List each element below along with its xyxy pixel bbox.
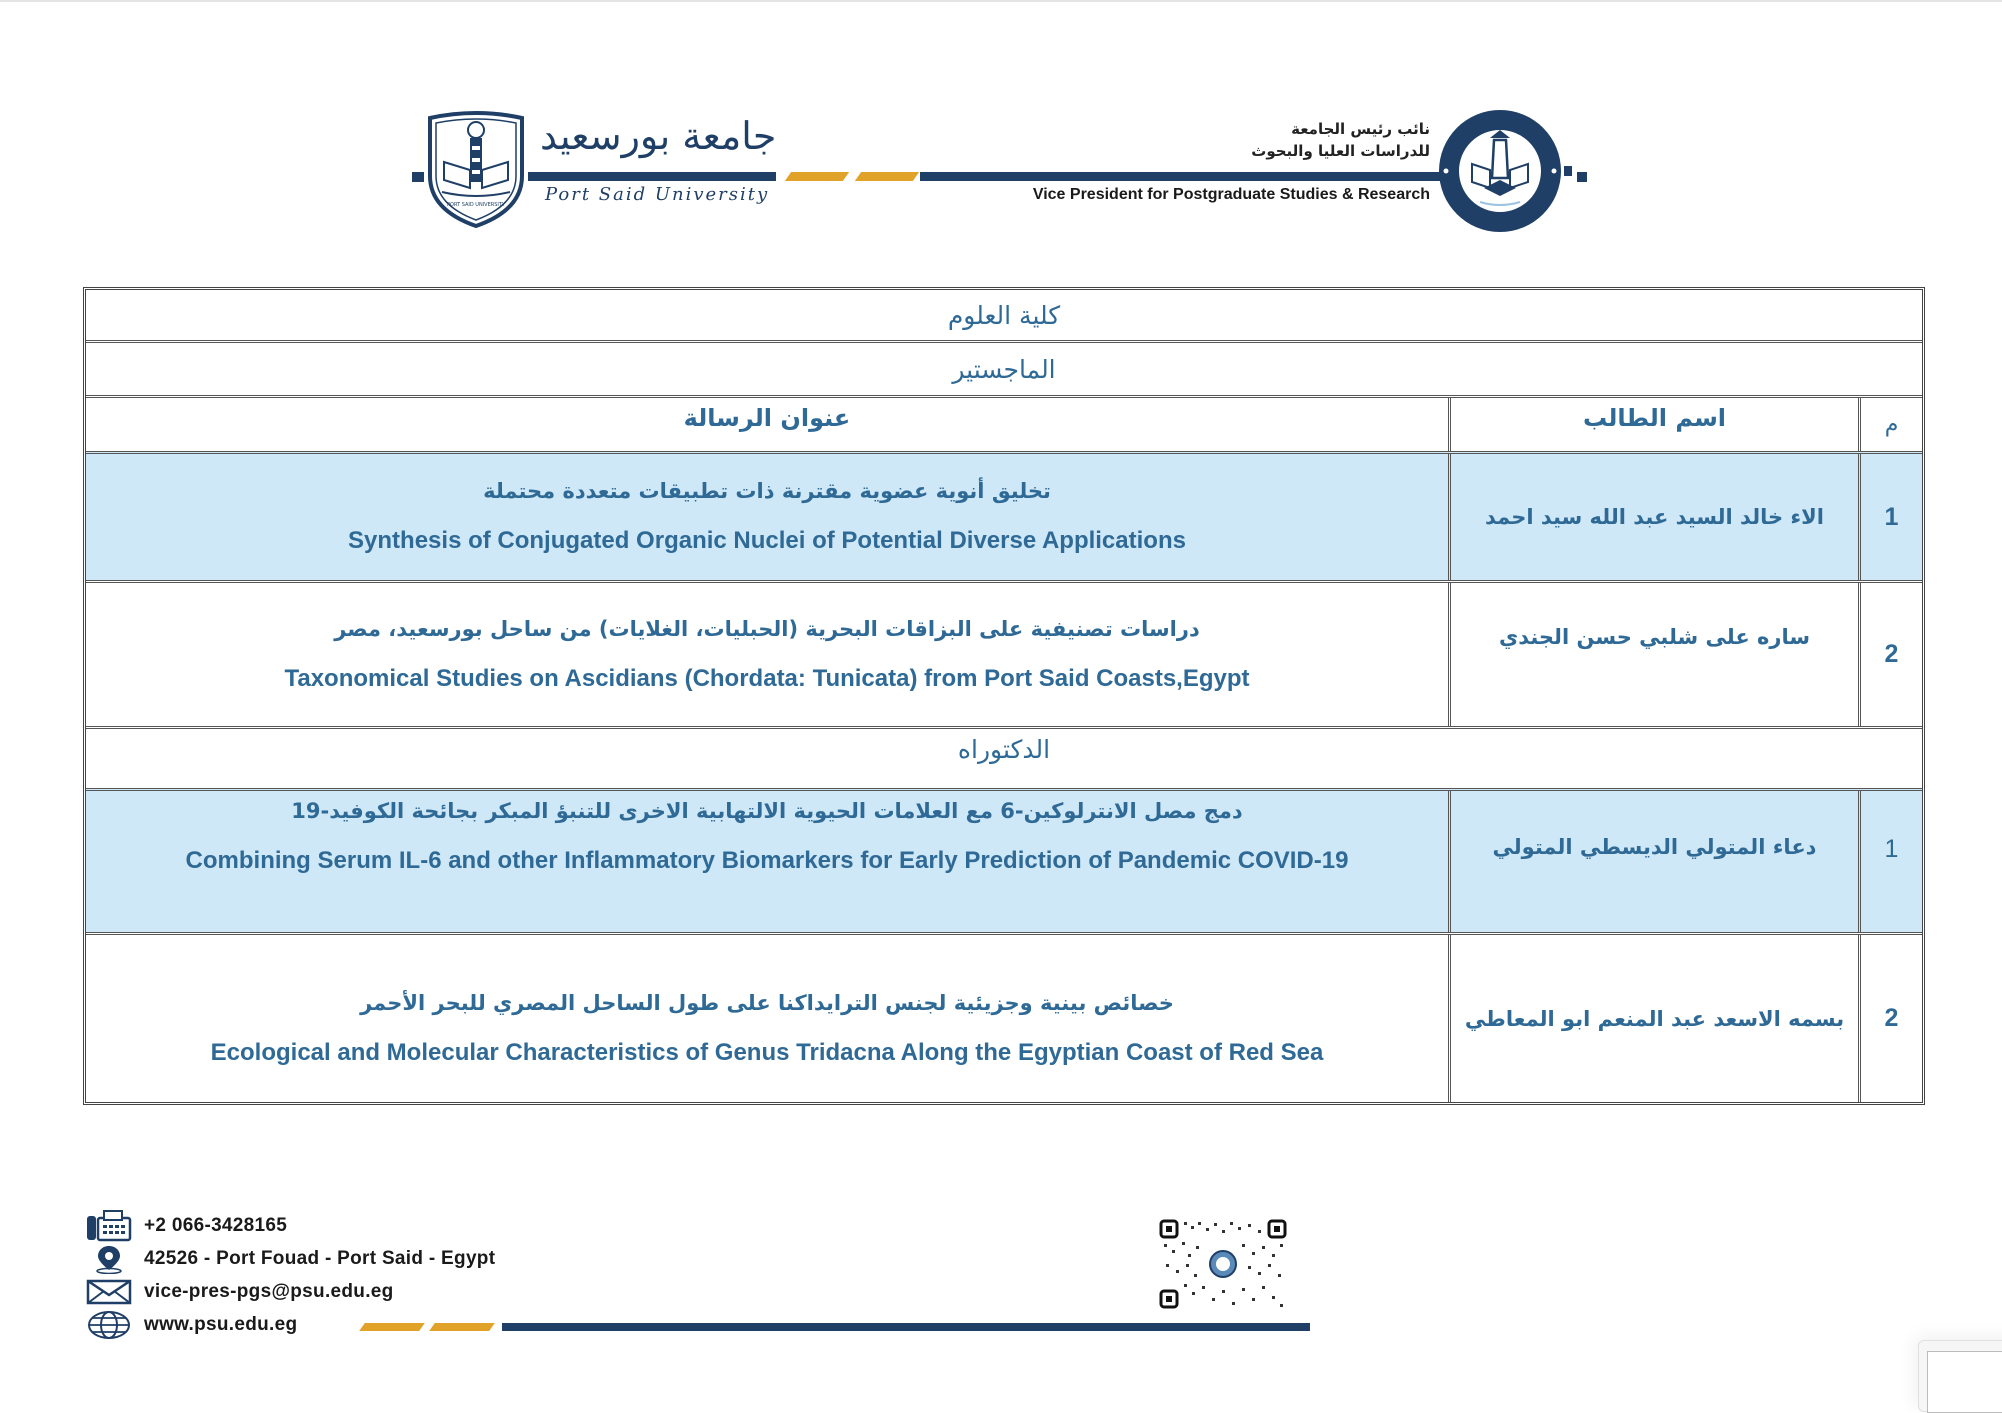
footer-phone — [86, 1211, 287, 1241]
postgraduate-sector-seal-logo — [1424, 108, 1572, 234]
column-header-student-name: اسم الطالب — [1582, 404, 1727, 432]
footer-gold-dash — [429, 1323, 495, 1331]
fax-phone-icon — [86, 1211, 132, 1241]
table-row — [86, 788, 1922, 932]
page-top-edge — [0, 0, 2002, 2]
student-name: الاء خالد السيد عبد الله سيد احمد — [1485, 505, 1824, 529]
thesis-title-english: Ecological and Molecular Characteristics of Genus Tridacna Along the Egyptian Coast of Red Sea — [210, 1038, 1324, 1066]
section-header-phd — [86, 726, 1922, 788]
column-header-number: م — [1884, 412, 1899, 437]
row-number: 1 — [1884, 835, 1899, 863]
header-rule-stub-right — [1577, 172, 1587, 182]
header-rule-left — [528, 172, 776, 181]
row-number: 2 — [1884, 1004, 1899, 1032]
footer-address — [86, 1244, 495, 1274]
row-number: 2 — [1884, 640, 1899, 668]
header-rule-stub-left — [412, 172, 424, 182]
university-name-arabic: جامعة بورسعيد — [540, 114, 777, 158]
header-gold-dash — [855, 172, 919, 181]
letterhead — [410, 108, 1590, 234]
section-label: الماجستير — [952, 354, 1056, 384]
row-number: 1 — [1884, 502, 1899, 531]
qr-code[interactable] — [1158, 1218, 1288, 1310]
floating-widget[interactable] — [1918, 1340, 2002, 1412]
faculty-name: كلية العلوم — [947, 300, 1061, 330]
thesis-title-arabic: دمج مصل الانترلوكين-6 مع العلامات الحيوية الالتهابية الاخرى للتنبؤ المبكر بجائحة الكوفيد-19 — [291, 799, 1243, 823]
faculty-row — [86, 290, 1922, 340]
phone-number: +2 066-3428165 — [144, 1215, 288, 1236]
postal-address: 42526 - Port Fouad - Port Said - Egypt — [144, 1248, 496, 1269]
footer-gold-dash — [359, 1323, 425, 1331]
table-row — [86, 451, 1922, 580]
location-pin-icon — [86, 1244, 132, 1274]
vice-president-title-arabic-line1: نائب رئيس الجامعة — [1291, 120, 1430, 138]
thesis-title-arabic: خصائص بينية وجزيئية لجنس الترايداكنا على طول الساحل المصري للبحر الأحمر — [360, 990, 1174, 1015]
email-link[interactable]: vice-pres-pgs@psu.edu.eg — [144, 1281, 394, 1302]
column-header-thesis-title: عنوان الرسالة — [683, 404, 851, 432]
university-name-english: Port Said University — [545, 184, 770, 205]
student-name: ساره على شلبي حسن الجندي — [1498, 625, 1811, 649]
header-gold-dash — [785, 172, 849, 181]
footer-rule — [502, 1323, 1310, 1331]
header-rule-right — [920, 172, 1480, 181]
globe-icon — [86, 1310, 132, 1340]
svg-text:PORT SAID UNIVERSITY: PORT SAID UNIVERSITY — [447, 202, 505, 208]
footer-email — [86, 1277, 394, 1307]
vice-president-title-english: Vice President for Postgraduate Studies & Research — [1032, 186, 1430, 203]
thesis-title-english: Taxonomical Studies on Ascidians (Chordata: Tunicata) from Port Said Coasts,Egypt — [284, 664, 1250, 692]
thesis-title-arabic: دراسات تصنيفية على البزاقات البحرية (الحبليات، الغلايات) من ساحل بورسعيد، مصر — [334, 616, 1200, 641]
student-name: دعاء المتولي الديسطي المتولي — [1492, 835, 1817, 859]
column-header-row — [86, 395, 1922, 451]
thesis-title-arabic: تخليق أنوية عضوية مقترنة ذات تطبيقات متعددة محتملة — [483, 479, 1051, 503]
port-said-university-crest-logo — [424, 110, 528, 228]
results-table — [83, 287, 1925, 1105]
envelope-icon — [86, 1277, 132, 1307]
thesis-title-english: Combining Serum IL-6 and other Inflammatory Biomarkers for Early Prediction of Pandemic COVID-19 — [185, 847, 1349, 874]
website-link[interactable]: www.psu.edu.eg — [144, 1314, 298, 1335]
thesis-title-english: Synthesis of Conjugated Organic Nuclei of Potential Diverse Applications — [348, 527, 1186, 554]
student-name: بسمه الاسعد عبد المنعم ابو المعاطي — [1464, 1006, 1845, 1031]
section-label: الدكتوراه — [957, 735, 1051, 764]
section-header-masters — [86, 340, 1922, 395]
footer-website — [86, 1310, 297, 1340]
table-row — [86, 932, 1922, 1102]
table-row — [86, 580, 1922, 726]
vice-president-title-arabic-line2: للدراسات العليا والبحوث — [1251, 142, 1430, 160]
